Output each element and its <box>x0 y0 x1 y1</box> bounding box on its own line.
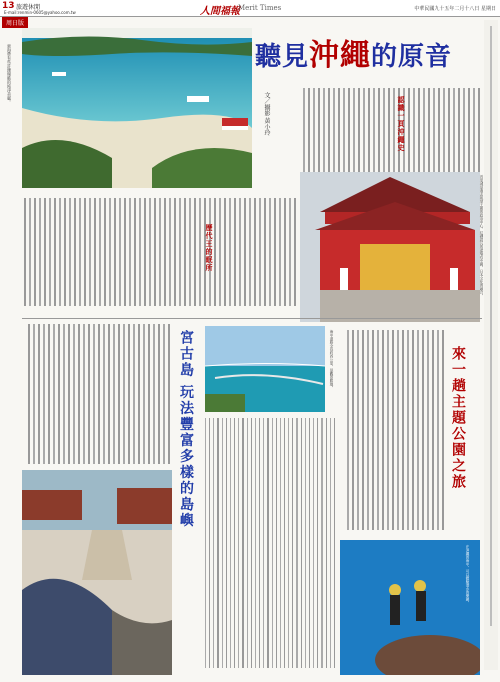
stone-gate-photo <box>22 470 172 675</box>
subhead-miyako: 宮古島 玩法豐富多樣的島嶼 <box>178 330 194 529</box>
miyako-text-block <box>22 324 170 464</box>
section-divider <box>22 318 482 319</box>
edge-column <box>484 20 498 670</box>
middle-text-block <box>22 198 296 306</box>
section-name: 旅遊休閒 <box>16 4 41 11</box>
diving-illustration <box>340 540 480 675</box>
subhead-history: 認識一頁沖繩史 <box>397 96 405 152</box>
caption-beach: 東海帶有些許珊瑚礁的純淨美麗。 <box>7 44 12 104</box>
section-number: 13 <box>2 1 15 11</box>
stone-gate-illustration <box>22 470 172 675</box>
paper-name: 人間福報 <box>200 6 240 17</box>
bridge-photo <box>205 326 325 412</box>
shuri-castle-photo <box>300 172 480 322</box>
subhead-theme: 來一趟主題公園之旅 <box>450 346 466 490</box>
masthead <box>0 0 500 17</box>
center-text-block <box>205 418 335 668</box>
diving-photo <box>340 540 480 675</box>
author-byline: 文／攝影 黃小玲 <box>263 92 270 136</box>
headline <box>255 30 452 74</box>
caption-diving: 在沖繩的海中，可以體驗潛水的樂趣。 <box>466 545 470 605</box>
weekly-tag: 周日版 <box>2 17 28 28</box>
beach-photo-illustration <box>22 28 252 188</box>
theme-text-block <box>340 330 444 530</box>
caption-shuri: 首里城是過去琉球王朝的政治中心，紅磚碧瓦的建築有中國，日本文化的融合。 <box>480 175 484 298</box>
issue-date: 中華民國九十五年二月十八日 星期日 <box>414 6 496 12</box>
beach-photo <box>22 28 252 188</box>
headline-highlight: 沖繩 <box>309 38 372 73</box>
bridge-illustration <box>205 326 325 412</box>
castle-illustration <box>300 172 480 322</box>
paper-english-name: Merit Times <box>238 4 282 12</box>
subhead-shuri: 歷代王的眠所 <box>205 224 213 272</box>
caption-bridge: 海中道路全長約四公里，是觀景勝地。 <box>330 330 334 390</box>
headline-part-2: 的原音 <box>371 42 453 72</box>
headline-part-1: 聽見 <box>255 42 310 72</box>
section-email: E-mail:renmin-0605@yahoo.com.tw <box>4 10 76 15</box>
